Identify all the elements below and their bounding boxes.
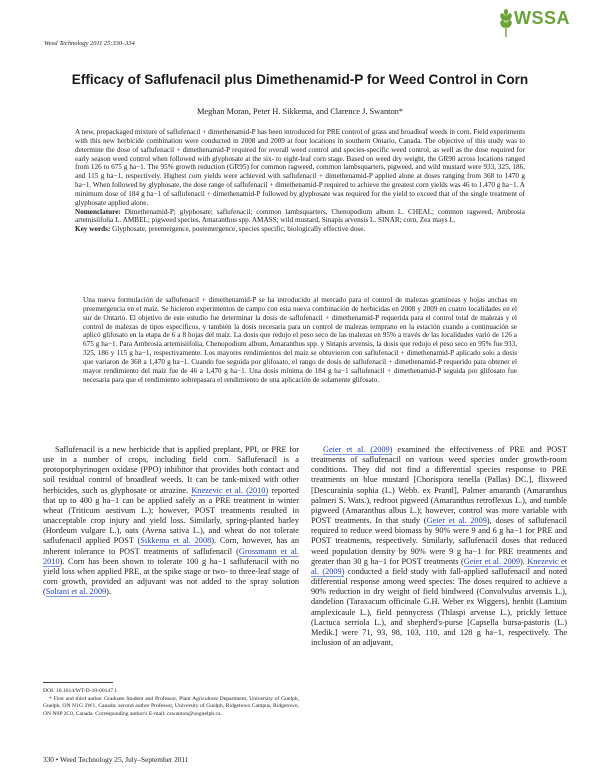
citation-link-geier-2009-b[interactable]: Geier et al. 2009 <box>426 516 487 526</box>
wheat-icon <box>498 9 514 37</box>
abstract-text: A new, prepackaged mixture of saflufenacil + dimethenamid-P has been introduced for PRE control of grass and broadleaf weeds in corn. Field experiments with this new herbicide combination were conducted in 2008 and 2009 at four locations in southern Ontario, Canada. The objective of this study was to determine the dose of saflufenacil + dimethenamid-P required for overall weed control and species-specific weed control, as well as the dose required for early season weed control when followed with glyphosate at the six- to eight-leaf corn stage. Based on weed dry weight, the GR90 across locations ranged from 126 to 675 g ha−1. The 95% growth reduction (GR95) for common ragweed, common lambsquarters, pigweed, and wild mustard were 933, 325, 186, and 115 g ha−1, respectively. Highest corn yields were achieved with saflufenacil + dimethenamid-P applied alone at doses ranging from 368 to 1470 g ha−1. When followed by glyphosate, the dose range of saflufenacil + dimethenamid-P required to achieve the greatest corn yields was 46 to 1,470 g ha−1. A minimum dose of 184 g ha−1 of saflufenacil + dimethenamid-P followed by glyphosate was required for the yield to exceed that of the single treatment of glyphosate applied alone. <box>75 128 525 207</box>
body-column-left: Saflufenacil is a new herbicide that is applied preplant, PPI, or PRE for use in a number of crops, including field corn. Saflufenacil is a protoporphyrinogen oxidase (PPO) inhibitor that provides both contact and soil residual control of broadleaf weeds. It can be tank-mixed with other herbicides, such as glyphosate or atrazine. Knezevic et al. (2010) reported that up to 400 g ha−1 can be applied safely as a PRE treatment in winter wheat (Triticum aestivum L.); however, POST treatments resulted in unacceptable crop injury and yield loss. Similarly, spring-planted barley (Hordeum vulgare L.), oats (Avena sativa L.), and wheat do not tolerate saflufenacil applied POST (Sikkema et al. 2008). Corn, however, has an inherent tolerance to POST treatments of saflufenacil (Grossmann et al. 2010). Corn has been shown to tolerate 100 g ha−1 saflufenacil with no yield loss when applied PRE, at the spike stage or two- to three-leaf stage of corn growth, provided an adjuvant was not added to the spray solution (Soltani et al. 2009). <box>43 445 300 597</box>
journal-citation-header: Weed Technology 2011 25:330–334 <box>44 40 135 47</box>
keywords <box>75 225 525 234</box>
doi: DOI: 10.1614/WT-D-10-00147.1 <box>43 688 118 694</box>
author-affiliation: * First and third author Graduate Student and Professor, Plant Agriculture Department, University of Guelph, Guelph, ON N1G 2W1, Canada; second author Professor, University of Guelph, Ridgetown Campus, Ridgetown, ON N0P 2C0, Canada. Corresponding author's E-mail: cswanton@uoguelph.ca. <box>43 695 299 717</box>
citation-link-knezevic-2010[interactable]: Knezevic et al. (2010) <box>191 485 269 495</box>
spanish-abstract: Una nueva formulación de saflufenacil + dimethenamid-P se ha introducido al mercado para el control de malezas gramíneas y hojas anchas en preemergencia en el maíz. Se hicieron experimentos de campo con esta nueva combinación de herbicidas en 2008 y 2009 en cuatro localidades en el sur de Ontario. El objetivo de este estudio fue determinar la dosis de saflufenacil + dimethenamid-P requerida para el control total de malezas y el control de malezas de tipos específicos, y también la dosis necesaria para un control de malezas temprano en la estación cuando a continuación se aplicó glifosato en la etapa de 6 a 8 hojas del maíz. La dosis que redujo el peso seco de las malezas en 95% a través de las localidades varió de 126 a 675 g ha−1. Para Ambrosia artemisiifolia, Chenopodium album, Amaranthus spp. y Sinapis arvensis, la dosis que redujo el peso seco en 95% fue 933, 325, 186 y 115 g ha−1, respectivamente. Los mayores rendimientos del maíz se obtuvieron con saflufenacil + dimethenamid-P aplicado solo a dosis que variaron de 368 a 1,470 g ha−1. Cuando fue seguida por glifosato, el rango de dosis de saflufenacil + dimethenamid-P requerido para obtener el mayor rendimiento del maíz fue de 46 a 1,470 g ha−1. Una dosis mínima de 184 g ha−1 saflufenacil + dimethenamid-P seguida por glifosato fue necesaria para que el rendimiento sobrepasara el rendimiento de una aplicación de solamente glifosato. <box>83 296 517 384</box>
nomenclature-text: Dimethenamid-P; glyphosate; saflufenacil; common lambsquarters, Chenopodium album L. CHEAL; common ragweed, Ambrosia artemisiifolia L. AMBEL; pigweed species, Amaranthus spp. AMASS; wild mustard, Sinapis arvensis L. SINAR; corn, Zea mays L. <box>75 207 525 225</box>
logo-text: WSSA <box>514 8 570 28</box>
citation-link-soltani-2009[interactable]: Soltani et al. 2009 <box>45 587 107 597</box>
page-footer: 330 • Weed Technology 25, July–September 2011 <box>43 755 189 764</box>
english-abstract <box>75 128 525 234</box>
citation-link-grossmann-2010[interactable]: Grossmann et al. 2010 <box>43 546 299 566</box>
keywords-label: Key words: <box>75 225 111 234</box>
nomenclature <box>75 208 525 226</box>
keywords-text: Glyphosate, preemergence, postemergence, species specific, biologically effective dose. <box>110 225 366 234</box>
wssa-logo <box>498 7 570 41</box>
citation-link-geier-2009-c[interactable]: Geier et al. 2009 <box>463 556 521 566</box>
citation-link-geier-2009-a[interactable]: Geier et al. (2009) <box>323 445 393 454</box>
footnote-divider <box>43 682 113 683</box>
body-column-right: Geier et al. (2009) examined the effectiveness of PRE and POST treatments of saflufenacil on various weed species under growth-room conditions. They did not find a differential species response to PRE treatments on blue mustard [Chorispora tenella (Pallas) DC.], flixweed [Descurainia sophia (L.) Webb. ex Prantl], Palmer amaranth (Amaranthus palmeri S. Wats.), redroot pigweed (Amaranthus retroflexus L.), and tumble pigweed (Amaranthus albus L.); however, control was more variable with POST treatments. In that study (Geier et al. 2009), doses of saflufenacil required to reduce weed biomass by 90% were 9 and 6 g ha−1 for PRE and POST treatments, respectively. Similarly, saflufenacil doses that reduced weed population density by 90% were 9 g ha−1 for PRE treatments and greater than 30 g ha−1 for POST treatments (Geier et al. 2009). Knezevic et al. (2009) conducted a field study with fall-applied saflufenacil and noted differential response among weed species: The doses required to achieve a 90% reduction in dry weight of field bindweed (Convolvulus arvensis L.), dandelion (Taraxacum officinale G.H. Weber ex Wiggers), henbit (Lamium amplexicaule L.), field pennycress (Thlaspi arvense L.), prickly lettuce (Lactuca serriola L.), and shepherd's-purse [Capsella bursa-pastoris (L.) Medik.] were 71, 93, 98, 103, 110, and 128 g ha−1, respectively. The inclusion of an adjuvant, <box>311 445 567 647</box>
footnote <box>43 688 299 718</box>
nomenclature-label: Nomenclature: <box>75 207 121 216</box>
article-title: Efficacy of Saflufenacil plus Dimethenamid-P for Weed Control in Corn <box>71 72 529 87</box>
article-authors: Meghan Moran, Peter H. Sikkema, and Clarence J. Swanton* <box>196 107 404 116</box>
citation-link-knezevic-2009[interactable]: Knezevic et al. (2009) <box>311 556 567 576</box>
citation-link-sikkema-2008[interactable]: Sikkema et al. 2008 <box>140 536 212 546</box>
